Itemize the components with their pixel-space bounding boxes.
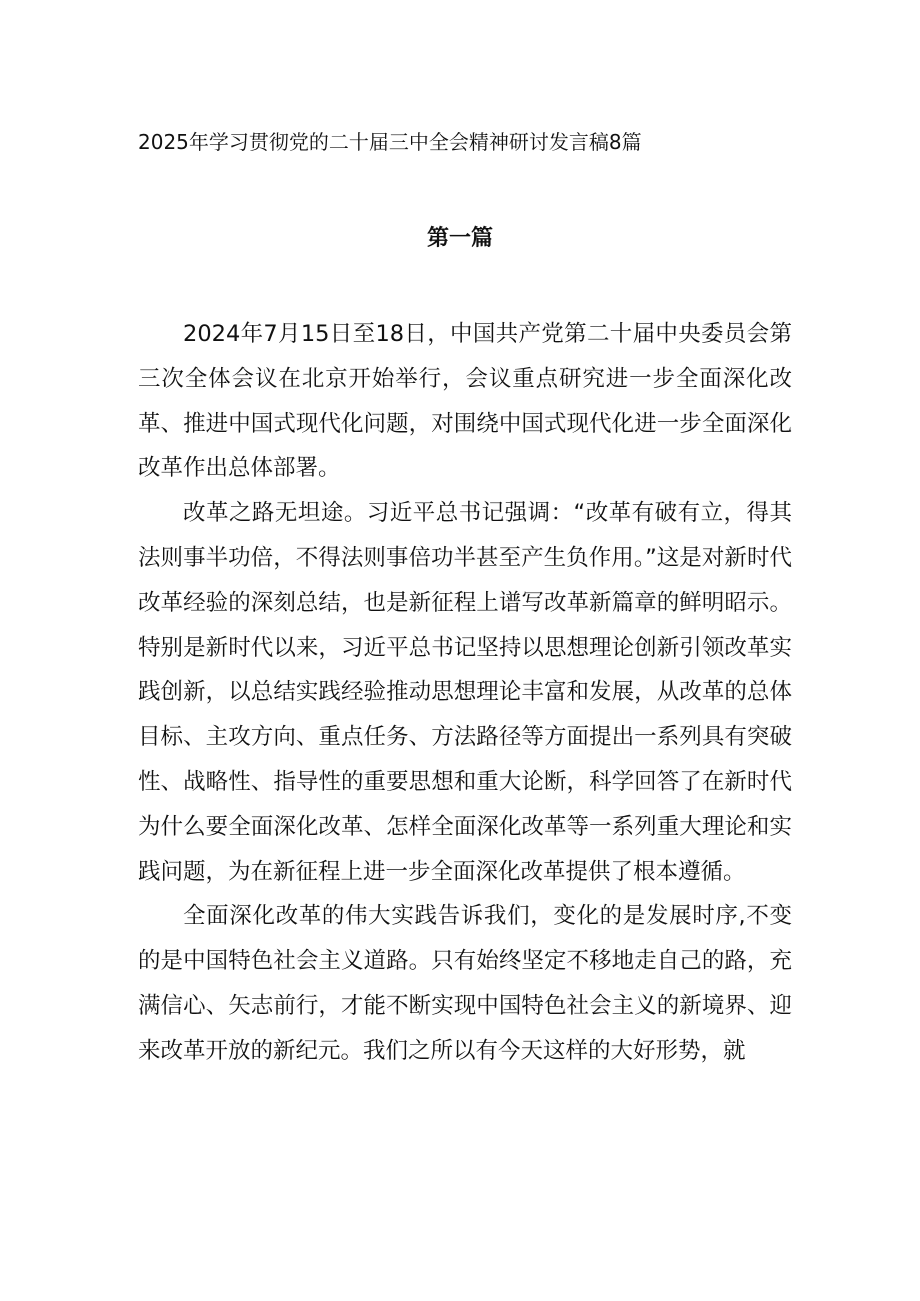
section-heading: 第一篇: [426, 226, 493, 251]
paragraph: 2024年7月15日至18日，中国共产党第二十届中央委员会第三次全体会议在北京开始举行，会议重点研究进一步全面深化改革、推进中国式现代化问题，对围绕中国式现代化进一步全面深化改革作出总体部署。: [138, 321, 792, 482]
document-body: [138, 312, 792, 1074]
paragraph: 改革之路无坦途。习近平总书记强调：“改革有破有立，得其法则事半功倍，不得法则事倍功半甚至产生负作用。”这是对新时代改革经验的深刻总结，也是新征程上谱写改革新篇章的鲜明昭示。特别是新时代以来，习近平总书记坚持以思想理论创新引领改革实践创新，以总结实践经验推动思想理论丰富和发展，从改革的总体目标、主攻方向、重点任务、方法路径等方面提出一系列具有突破性、战略性、指导性的重要思想和重大论断，科学回答了在新时代为什么要全面深化改革、怎样全面深化改革等一系列重大理论和实践问题，为在新征程上进一步全面深化改革提供了根本遵循。: [138, 500, 792, 885]
paragraph: 全面深化改革的伟大实践告诉我们，变化的是发展时序,不变的是中国特色社会主义道路。只有始终坚定不移地走自己的路，充满信心、矢志前行，才能不断实现中国特色社会主义的新境界、迎来改革开放的新纪元。我们之所以有今天这样的大好形势，就: [138, 903, 792, 1064]
document-title: 2025年学习贯彻党的二十届三中全会精神研讨发言稿8篇: [138, 130, 642, 154]
